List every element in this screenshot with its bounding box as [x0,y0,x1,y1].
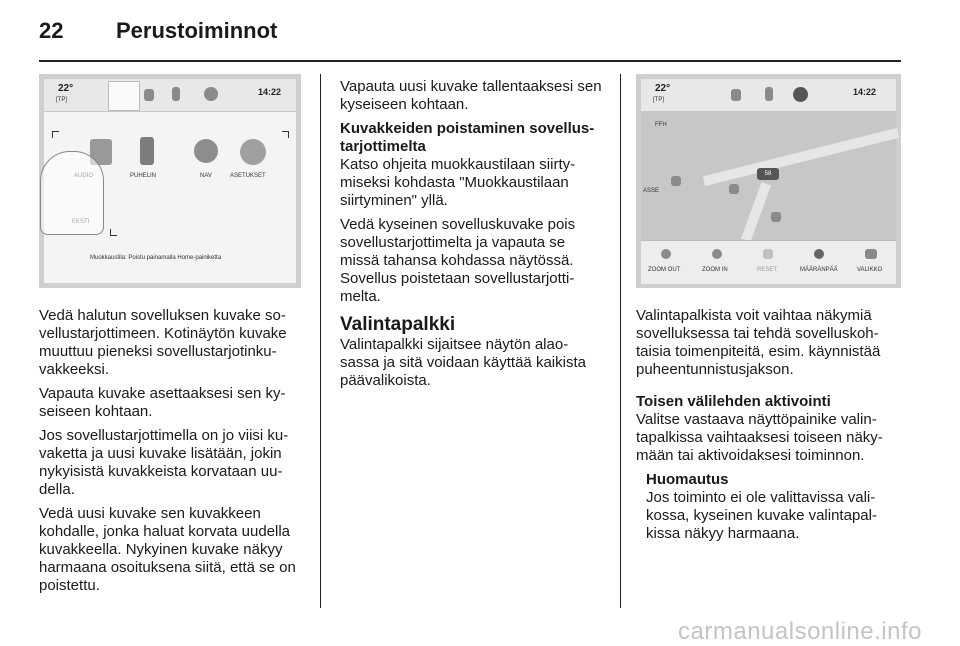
zoom-out-button[interactable] [641,241,692,284]
music-icon [731,89,741,101]
paragraph: Vedä kyseinen sovelluskuvake pois sovellustarjottimelta ja vapauta se missä tahansa kohdassa näytössä. Sovellus poistetaan sovellustarjotti-melta. [340,216,576,305]
app-label-phone: PUHELIN [130,173,157,179]
note-text: Jos toiminto ei ole valittavissa vali-kossa, kyseinen kuvake valintapal-kissa näkyy harmaana. [646,489,877,542]
destination-button[interactable] [794,241,845,284]
search-icon [814,249,824,259]
app-label-settings: ASETUKSET [230,173,266,179]
right-column-text [636,307,906,549]
paragraph: Vedä uusi kuvake sen kuvakkeen kohdalle, jonka haluat korvata uudella kuvakkeella. Nykyinen kuvake näkyy harmaana osoituksena siitä, että se on poistettu. [39,505,296,594]
map-road [703,128,899,186]
page-number: 22 [39,18,64,43]
map-area[interactable] [641,112,896,240]
selection-bar [641,240,896,284]
map-screenshot [636,74,901,288]
zoom-in-label: ZOOM IN [702,267,728,273]
paragraph: Vapauta uusi kuvake tallentaaksesi sen kyseiseen kohtaan. [340,78,602,113]
column-divider-2 [620,74,621,608]
zoom-out-label: ZOOM OUT [648,267,681,273]
music-icon [144,89,154,101]
page-header [0,0,960,62]
tp-indicator: [TP] [653,97,665,103]
paragraph: Vedä halutun sovelluksen kuvake so-vellustarjottimeen. Kotinäytön kuvake muuttuu pieneksi sovellustarjotinku-vakkeeksi. [39,307,287,378]
nav-icon [793,87,808,102]
section-heading: Kuvakkeiden poistaminen sovellus-tarjottimelta [340,120,595,155]
paragraph: Katso ohjeita muokkaustilaan siirty-miseksi kohdasta "Muokkaustilaan siirtyminen" yllä. [340,156,576,209]
temperature: 22° [58,83,74,94]
hand-pointer-illustration [40,151,104,235]
column-divider-1 [320,74,321,608]
slot-corner [52,131,59,138]
clock: 14:22 [853,87,877,97]
phone-app-icon [140,137,154,165]
clock: 14:22 [258,87,282,97]
menu-icon [865,249,877,259]
poi-icon [671,176,681,186]
slot-corner [282,131,289,138]
destination-label: MÄÄRÄNPÄÄ [800,267,838,273]
reset-button[interactable] [743,241,794,284]
note-title: Huomautus [646,471,729,488]
phone-icon [172,87,180,101]
left-column-text [39,307,304,601]
menu-button[interactable] [845,241,896,284]
reset-icon [763,249,773,259]
zoom-in-button[interactable] [692,241,743,284]
app-label-nav: NAV [200,173,212,179]
map-label-ffh: FFH [655,122,667,128]
tray-slot-selected [108,81,140,111]
globe-icon [204,87,218,101]
map-road [741,182,771,242]
tp-indicator: [TP] [56,97,68,103]
compass-icon [194,139,218,163]
menu-label: VALIKKO [857,267,883,273]
page-title: Perustoiminnot [116,18,278,43]
map-label-asse: ASSE [643,188,660,194]
section-heading-large: Valintapalkki [340,314,456,335]
paragraph: Valintapalkki sijaitsee näytön alao-sassa ja sitä voidaan käyttää kaikista päävalikoista. [340,336,586,389]
road-number-badge: 58 [757,168,779,180]
gear-icon [240,139,266,165]
temperature: 22° [655,83,671,94]
section-heading: Toisen välilehden aktivointi [636,393,831,410]
note-box [636,471,906,543]
watermark: carmanualsonline.info [678,618,922,645]
home-edit-screenshot [39,74,301,288]
middle-column-text [340,78,605,396]
paragraph: Valintapalkista voit vaihtaa näkymiä sovelluksessa tai tehdä sovelluskoh-taisia toimenpiteitä, esim. käynnistää puheentunnistusjakson. [636,307,881,378]
reset-label: RESET [757,267,778,273]
zoom-out-icon [661,249,671,259]
zoom-in-icon [712,249,722,259]
paragraph: Vapauta kuvake asettaaksesi sen ky-seiseen kohtaan. [39,385,286,420]
header-rule [39,60,901,62]
status-bar [641,79,896,112]
phone-icon [765,87,773,101]
paragraph: Jos sovellustarjottimella on jo viisi ku-vaketta ja uusi kuvake lisätään, jokin nykyisistä kuvakkeista korvataan uu-della. [39,427,289,498]
paragraph: Valitse vastaava näyttöpainike valin-tapalkissa vaihtaaksesi toiseen näky-mään tai aktivoidaksesi toiminnon. [636,411,883,464]
poi-icon [729,184,739,194]
status-bar [44,79,296,112]
edit-mode-hint: Muokkaustila: Poistu painamalla Home-painiketta [90,255,222,261]
page-footer [0,612,960,645]
slot-corner [110,229,117,236]
poi-icon [771,212,781,222]
